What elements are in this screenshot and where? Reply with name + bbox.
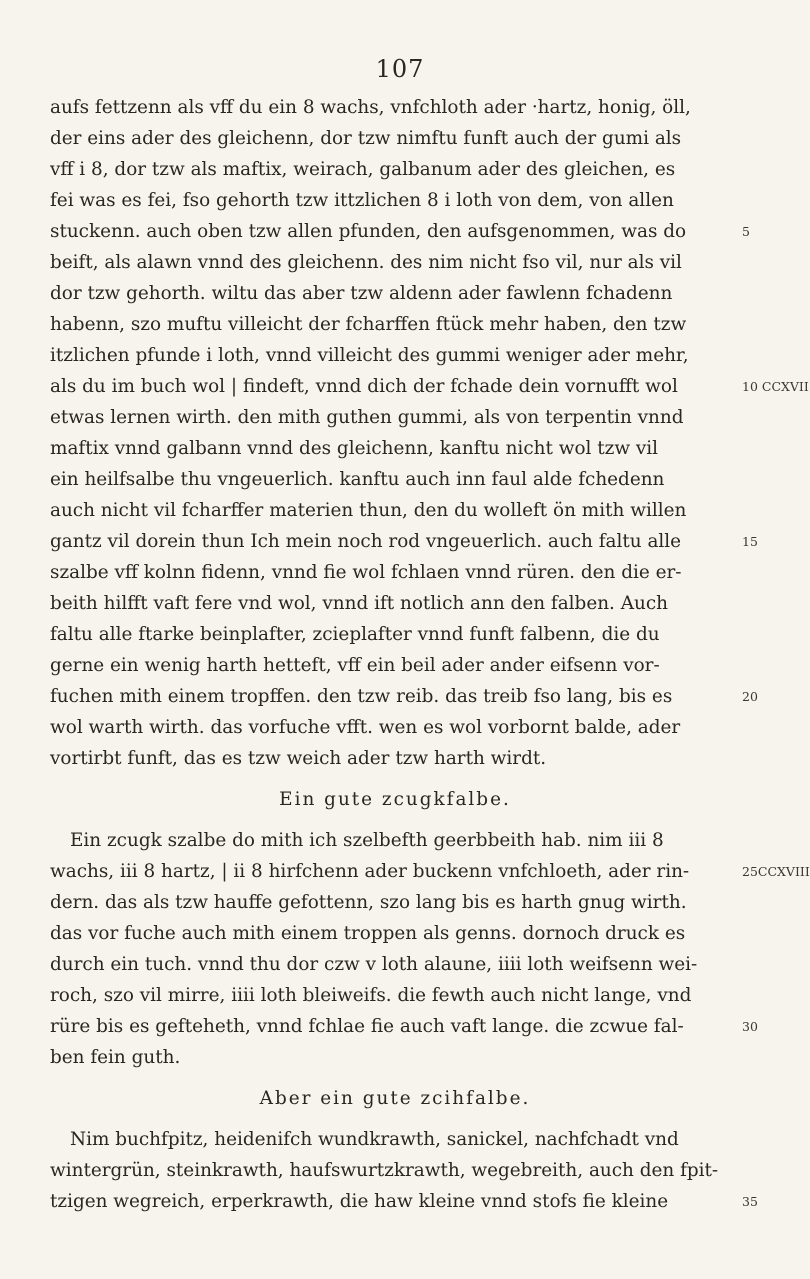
line-text: wol warth wirth. das vorfuche vfft. wen es wol vorbornt balde, ader (50, 717, 681, 738)
paragraph (50, 92, 809, 774)
text-line (50, 980, 740, 1011)
line-text: gantz vil dorein thun Ich mein noch rod vngeuerlich. auch faltu alle (50, 531, 682, 552)
page-number: 107 (375, 55, 425, 83)
line-text: maftix vnnd galbann vnnd des gleichenn, kanftu nicht wol tzw vil (50, 438, 659, 459)
text-line (50, 557, 740, 588)
line-text: als du im buch wol | findeft, vnnd dich der fchade dein vornufft wol (50, 376, 678, 397)
text-line (50, 340, 740, 371)
line-text: wachs, iii 8 hartz, | ii 8 hirfchenn ader buckenn vnfchloeth, ader rin- (50, 861, 690, 882)
line-text: wintergrün, steinkrawth, haufswurtzkrawth, wegebreith, auch den fpit- (50, 1160, 719, 1181)
line-text: aufs fettzenn als vff du ein 8 wachs, vnfchloth ader ·hartz, honig, öll, (50, 97, 691, 118)
line-number-marker: 25CCXVIII (742, 864, 810, 879)
line-text: itzlichen pfunde i loth, vnnd villeicht des gummi weniger ader mehr, (50, 345, 689, 366)
section-heading: Aber ein gute zcihfalbe. (259, 1088, 531, 1109)
text-line (50, 588, 740, 619)
text-line (50, 650, 740, 681)
text-line (50, 1124, 740, 1155)
line-number-marker: 15 (742, 534, 758, 549)
text-line (50, 185, 740, 216)
text-line (50, 402, 740, 433)
line-number-marker: 35 (742, 1194, 758, 1209)
line-text: das vor fuche auch mith einem troppen als genns. dornoch druck es (50, 923, 686, 944)
text-line (50, 681, 758, 712)
line-text: beith hilfft vaft fere vnd wol, vnnd ift notlich ann den falben. Auch (50, 593, 669, 614)
text-line (50, 887, 740, 918)
line-text: szalbe vff kolnn fidenn, vnnd fie wol fchlaen vnnd rüren. den die er- (50, 562, 682, 583)
line-text: fei was es fei, fso gehorth tzw ittzlichen 8 i loth von dem, von allen (50, 190, 674, 211)
line-number-marker: 5 (742, 224, 750, 239)
line-number-marker: 10 CCXVII (742, 379, 809, 394)
line-text: vff i 8, dor tzw als maftix, weirach, galbanum ader des gleichen, es (50, 159, 676, 180)
line-text: dern. das als tzw hauffe gefottenn, szo lang bis es harth gnug wirth. (50, 892, 687, 913)
line-text: Nim buchfpitz, heidenifch wundkrawth, sanickel, nachfchadt vnd (70, 1129, 679, 1150)
line-text: stuckenn. auch oben tzw allen pfunden, den aufsgenommen, was do (50, 221, 687, 242)
text-line (50, 619, 740, 650)
text-line (50, 1011, 758, 1042)
text-line (50, 371, 809, 402)
text-line (50, 743, 740, 774)
text-line (50, 123, 740, 154)
line-text: tzigen wegreich, erperkrawth, die haw kleine vnnd stofs fie kleine (50, 1191, 669, 1212)
text-line (50, 92, 740, 123)
line-text: etwas lernen wirth. den mith guthen gummi, als von terpentin vnnd (50, 407, 684, 428)
text-line (50, 278, 740, 309)
line-text: Ein zcugk szalbe do mith ich szelbefth geerbbeith hab. nim iii 8 (70, 830, 664, 851)
line-text: der eins ader des gleichenn, dor tzw nimftu funft auch der gumi als (50, 128, 682, 149)
section-heading: Ein gute zcugkfalbe. (279, 789, 511, 810)
text-line (50, 433, 740, 464)
line-text: vortirbt funft, das es tzw weich ader tzw harth wirdt. (50, 748, 547, 769)
line-text: dor tzw gehorth. wiltu das aber tzw aldenn ader fawlenn fchadenn (50, 283, 673, 304)
text-line (50, 712, 740, 743)
paragraph (50, 784, 810, 1073)
line-text: gerne ein wenig harth hetteft, vff ein beil ader ander eifsenn vor- (50, 655, 660, 676)
line-text: habenn, szo muftu villeicht der fcharffen ftück mehr haben, den tzw (50, 314, 687, 335)
text-line (50, 216, 750, 247)
line-text: roch, szo vil mirre, iiii loth bleiweifs. die fewth auch nicht lange, vnd (50, 985, 692, 1006)
paragraph (50, 1083, 758, 1217)
text-body (50, 92, 810, 1217)
line-text: ben fein guth. (50, 1047, 181, 1068)
text-line (50, 526, 758, 557)
text-line (50, 918, 740, 949)
text-line (50, 495, 740, 526)
line-text: faltu alle ftarke beinplafter, zcieplafter vnnd funft falbenn, die du (50, 624, 660, 645)
text-line (50, 1042, 740, 1073)
text-line (50, 825, 740, 856)
text-line (50, 247, 740, 278)
text-line (50, 1186, 758, 1217)
line-text: auch nicht vil fcharffer materien thun, den du wolleft ön mith willen (50, 500, 687, 521)
text-line (50, 1155, 740, 1186)
text-line (50, 464, 740, 495)
text-line (50, 154, 740, 185)
text-line (50, 309, 740, 340)
line-number-marker: 20 (742, 689, 758, 704)
line-number-marker: 30 (742, 1019, 758, 1034)
line-text: durch ein tuch. vnnd thu dor czw v loth alaune, iiii loth weifsenn wei- (50, 954, 698, 975)
line-text: fuchen mith einem tropffen. den tzw reib. das treib fso lang, bis es (50, 686, 673, 707)
line-text: ein heilfsalbe thu vngeuerlich. kanftu auch inn faul alde fchedenn (50, 469, 665, 490)
text-line (50, 856, 810, 887)
line-text: rüre bis es gefteheth, vnnd fchlae fie auch vaft lange. die zcwue fal- (50, 1016, 684, 1037)
text-line (50, 949, 740, 980)
line-text: beift, als alawn vnnd des gleichenn. des nim nicht fso vil, nur als vil (50, 252, 682, 273)
